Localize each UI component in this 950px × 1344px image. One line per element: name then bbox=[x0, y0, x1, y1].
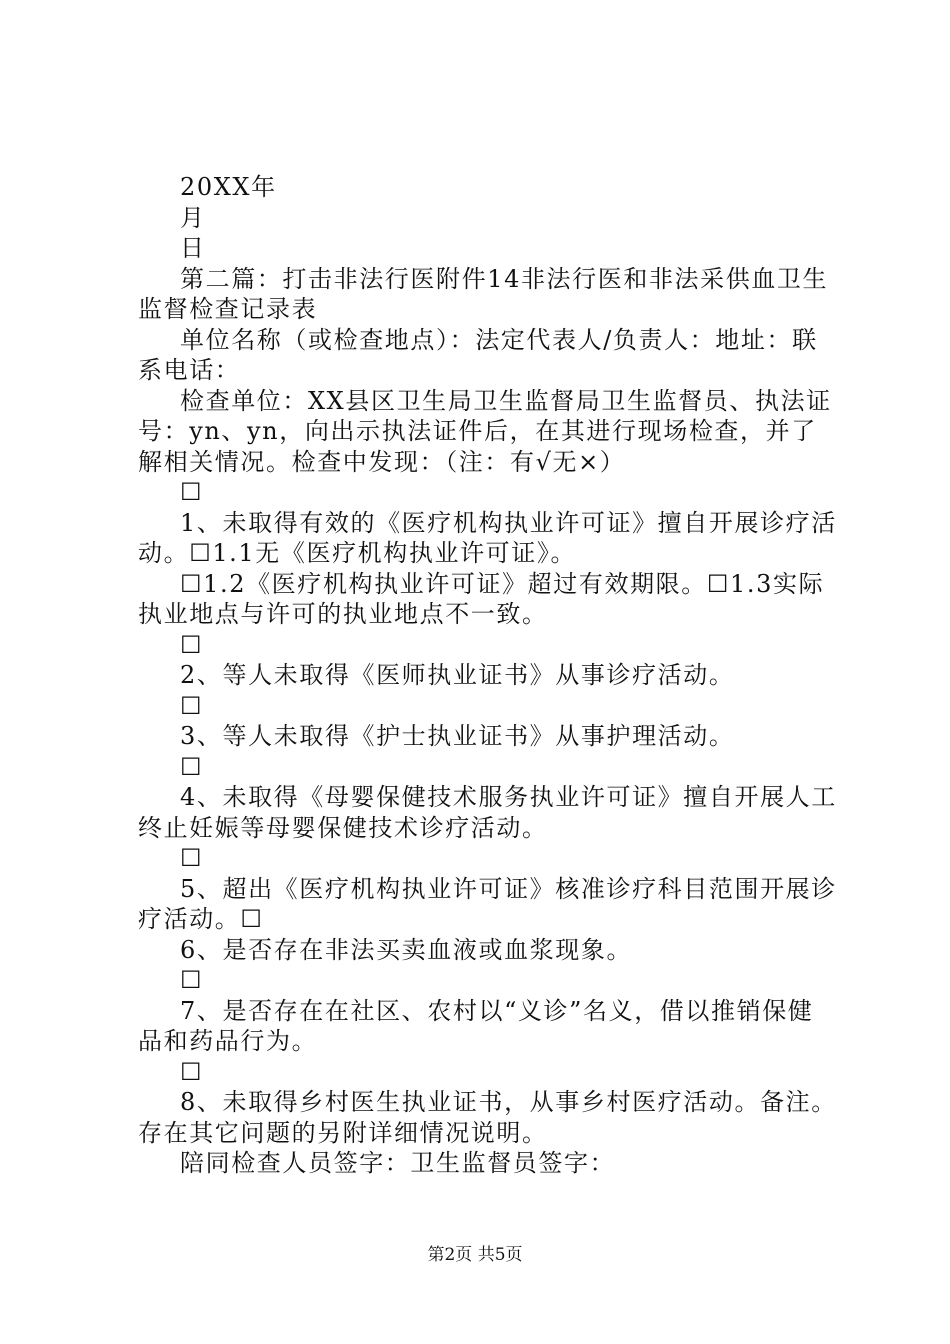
date-month: 月 bbox=[180, 203, 206, 232]
item-3: 3、等人未取得《护士执业证书》从事护理活动。 bbox=[180, 722, 735, 750]
document-body bbox=[138, 172, 838, 1179]
page-footer: 第2页 共5页 bbox=[427, 1245, 523, 1265]
section-title: 第二篇：打击非法行医附件14非法行医和非法采供血卫生监督检查记录表 bbox=[138, 264, 829, 323]
item-5: 5、超出《医疗机构执业许可证》核准诊疗科目范围开展诊疗活动。☐ bbox=[138, 874, 837, 933]
item-7: 7、是否存在在社区、农村以“义诊”名义，借以推销保健品和药品行为。 bbox=[138, 996, 814, 1055]
checkbox-line: ☐ bbox=[180, 966, 204, 994]
item-6: 6、是否存在非法买卖血液或血浆现象。 bbox=[180, 935, 633, 964]
item-1-sub: ☐1.2《医疗机构执业许可证》超过有效期限。☐1.3实际执业地点与许可的执业地点不一致。 bbox=[138, 569, 825, 628]
checkbox-line: ☐ bbox=[180, 752, 204, 781]
inspection-intro: 检查单位：XX县区卫生局卫生监督局卫生监督员、执法证号：yn、yn，向出示执法证件后，在其进行现场检查，并了解相关情况。检查中发现：（注：有√无×） bbox=[138, 386, 832, 476]
unit-info: 单位名称（或检查地点）：法定代表人/负责人：地址：联系电话： bbox=[138, 325, 818, 384]
checkbox-line: ☐ bbox=[180, 478, 204, 506]
date-day: 日 bbox=[180, 234, 206, 262]
checkbox-line: ☐ bbox=[180, 630, 204, 659]
checkbox-line: ☐ bbox=[180, 691, 204, 720]
checkbox-line: ☐ bbox=[180, 1057, 204, 1086]
date-year: 20XX年 bbox=[180, 173, 277, 201]
signature-line: 陪同检查人员签字：卫生监督员签字： bbox=[180, 1149, 616, 1177]
checkbox-line: ☐ bbox=[180, 844, 204, 872]
item-2: 2、等人未取得《医师执业证书》从事诊疗活动。 bbox=[180, 661, 735, 689]
item-4: 4、未取得《母婴保健技术服务执业许可证》擅自开展人工终止妊娠等母婴保健技术诊疗活动。 bbox=[138, 783, 837, 842]
item-1: 1、未取得有效的《医疗机构执业许可证》擅自开展诊疗活动。☐1.1无《医疗机构执业许可证》。 bbox=[138, 508, 837, 567]
item-8: 8、未取得乡村医生执业证书，从事乡村医疗活动。备注。存在其它问题的另附详细情况说明。 bbox=[138, 1088, 837, 1147]
